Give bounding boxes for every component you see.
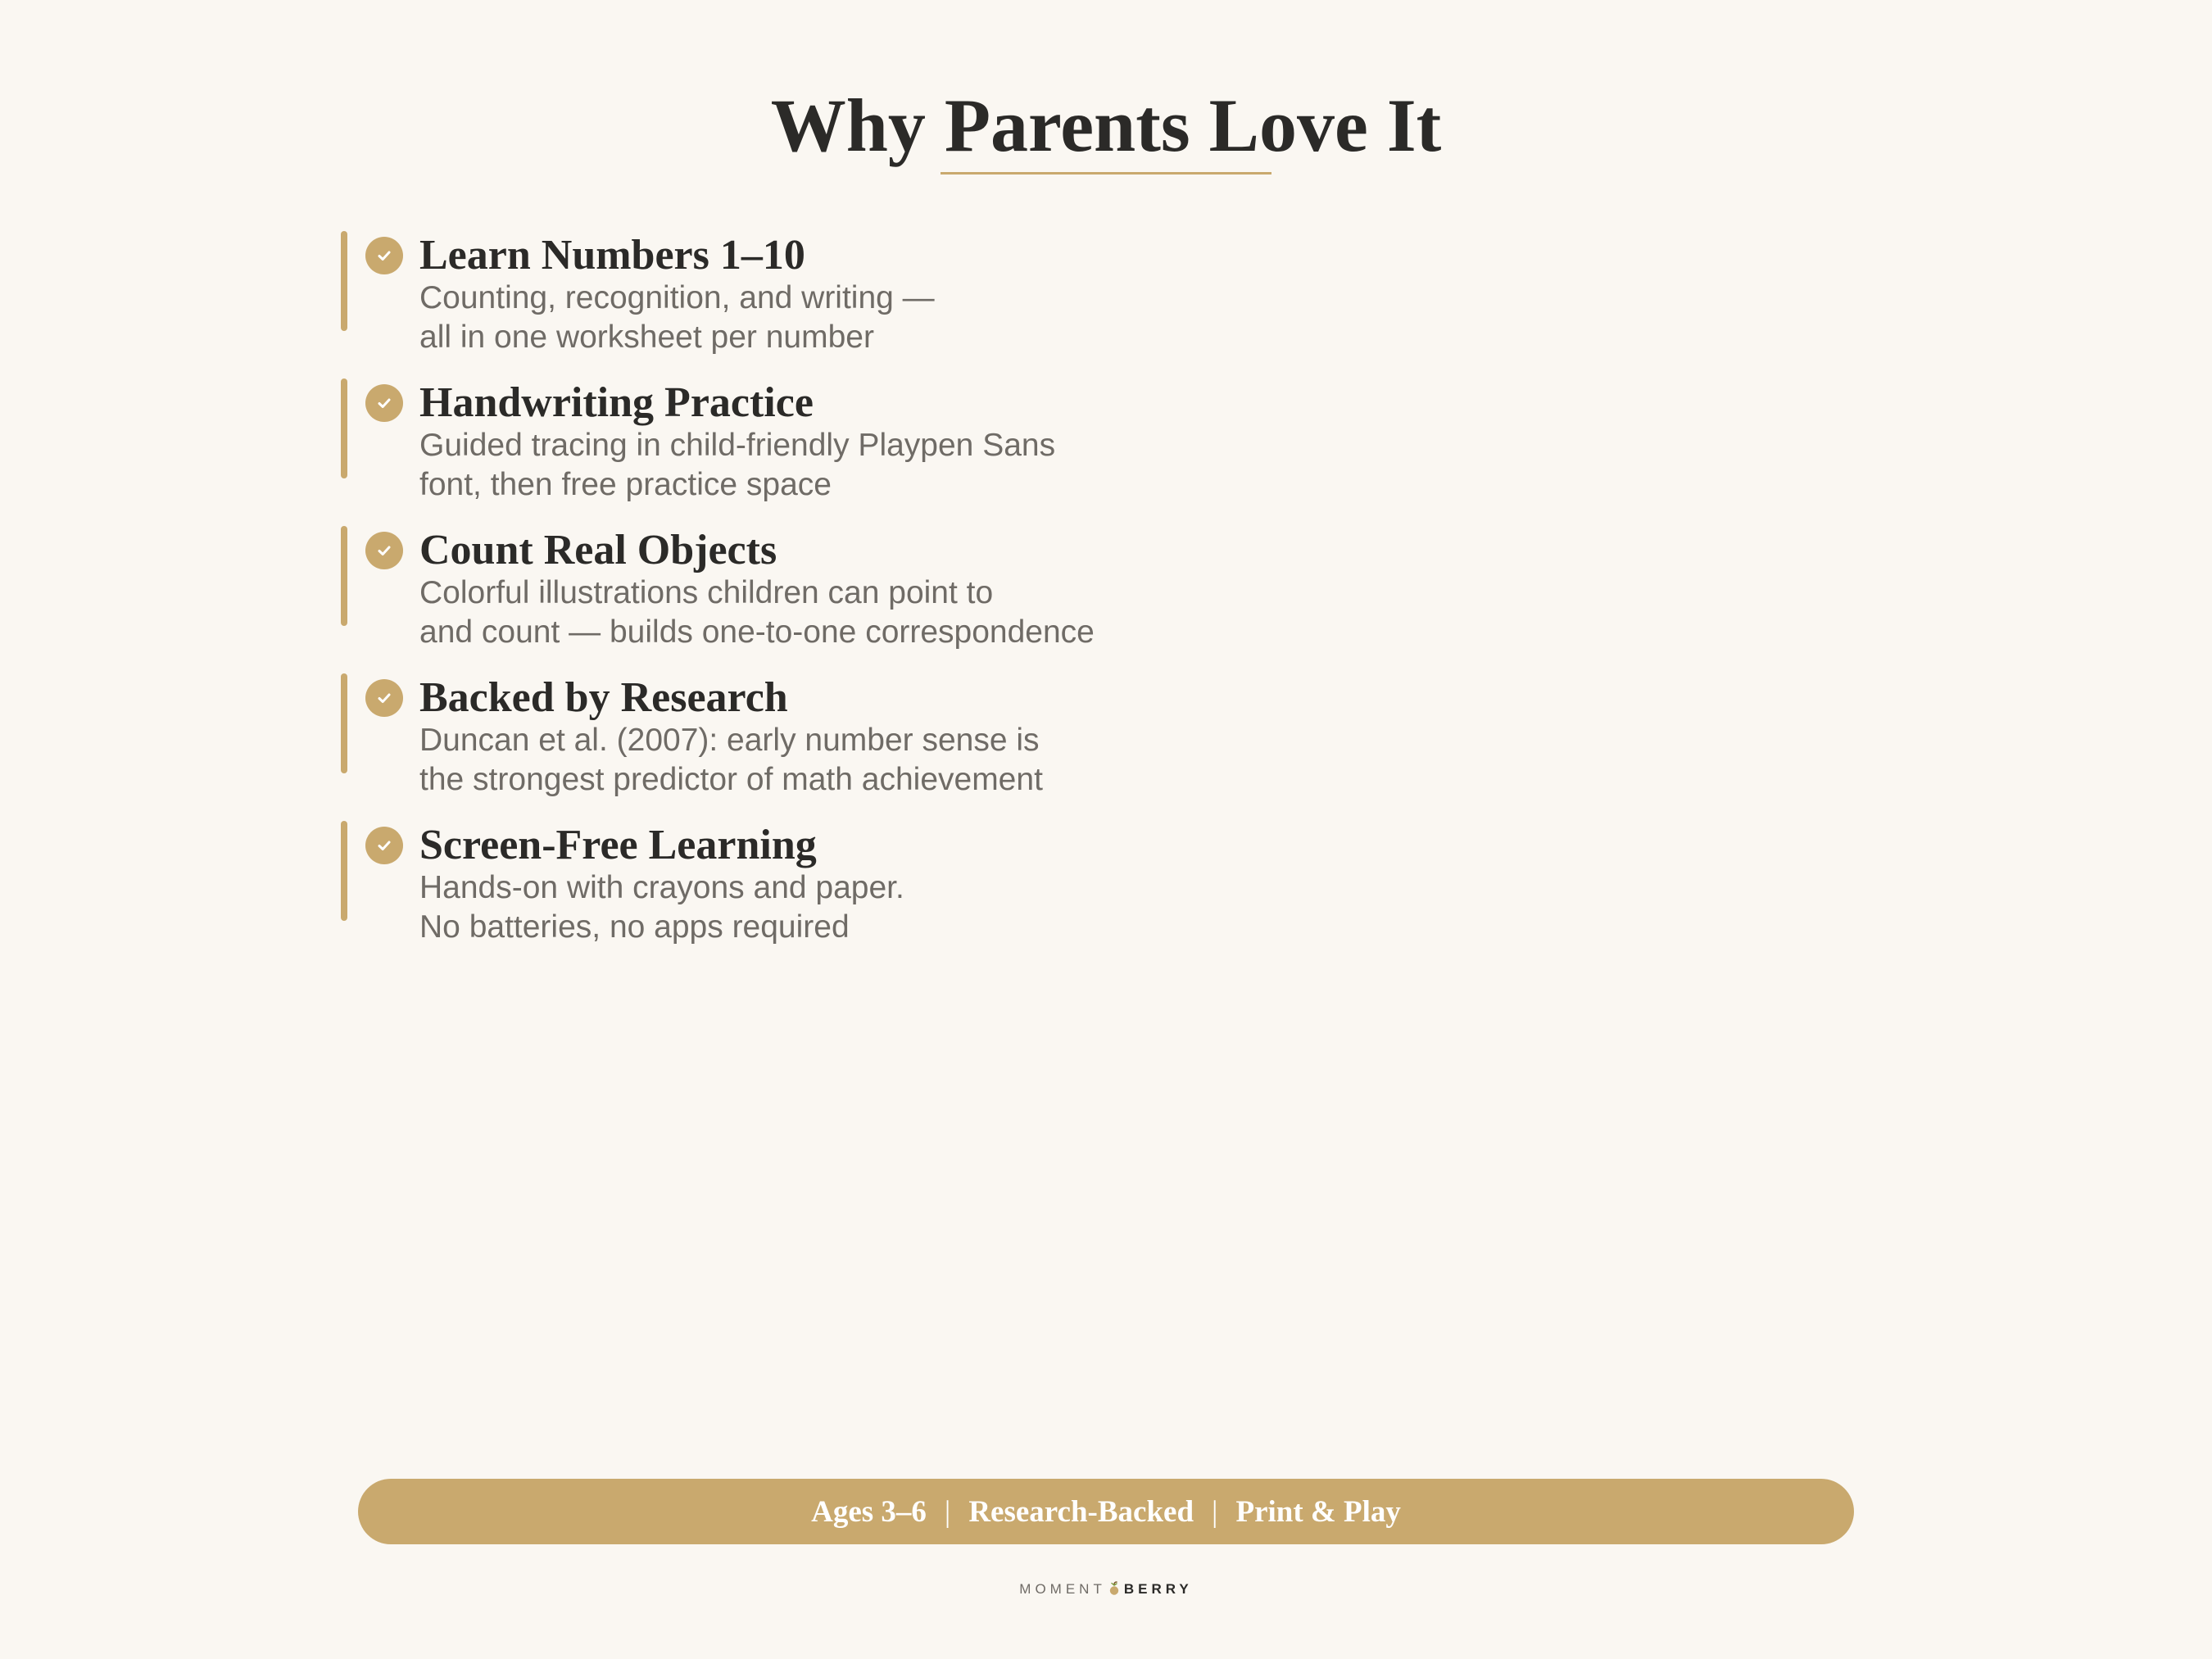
feature-description-line: the strongest predictor of math achievement <box>419 762 1043 797</box>
checkmark-icon <box>365 827 403 864</box>
feature-title: Learn Numbers 1–10 <box>419 232 805 279</box>
brand-name-part: MOMENT <box>1019 1581 1106 1597</box>
page-title: Why Parents Love It <box>770 84 1442 167</box>
feature-title: Screen-Free Learning <box>419 822 817 868</box>
checkmark-icon <box>365 384 403 422</box>
feature-description-line: Colorful illustrations children can point to <box>419 575 994 610</box>
title-underline <box>941 172 1271 175</box>
feature-description <box>419 279 935 357</box>
feature-description-line: No batteries, no apps required <box>419 909 850 945</box>
accent-bar <box>341 526 347 626</box>
feature-item <box>341 526 1652 682</box>
brand-logo <box>0 1580 2212 1599</box>
tagline-banner <box>358 1479 1854 1544</box>
feature-title: Backed by Research <box>419 674 788 721</box>
berry-icon <box>1108 1581 1121 1596</box>
banner-separator: | <box>944 1494 951 1529</box>
feature-description-line: all in one worksheet per number <box>419 320 874 355</box>
banner-item: Ages 3–6 <box>811 1494 927 1529</box>
checkmark-icon <box>365 532 403 569</box>
feature-title: Count Real Objects <box>419 527 777 573</box>
banner-item: Research-Backed <box>968 1494 1194 1529</box>
banner-separator: | <box>1212 1494 1218 1529</box>
feature-description-line: Guided tracing in child-friendly Playpen Sans <box>419 428 1056 463</box>
checkmark-icon <box>365 679 403 717</box>
accent-bar <box>341 378 347 478</box>
feature-item <box>341 378 1652 534</box>
accent-bar <box>341 673 347 773</box>
feature-description <box>419 721 1043 800</box>
banner-item: Print & Play <box>1235 1494 1401 1529</box>
feature-item <box>341 821 1652 977</box>
feature-title: Handwriting Practice <box>419 379 814 426</box>
feature-description <box>419 426 1055 505</box>
feature-item <box>341 673 1652 829</box>
feature-item <box>341 231 1652 387</box>
accent-bar <box>341 821 347 921</box>
feature-description-line: Hands-on with crayons and paper. <box>419 870 904 905</box>
checkmark-icon <box>365 237 403 274</box>
feature-description-line: Counting, recognition, and writing — <box>419 280 935 315</box>
feature-description-line: Duncan et al. (2007): early number sense is <box>419 723 1040 758</box>
feature-description-line: font, then free practice space <box>419 467 832 502</box>
brand-name-part: BERRY <box>1123 1581 1193 1597</box>
feature-description-line: and count — builds one-to-one correspondence <box>419 614 1095 650</box>
feature-description <box>419 573 1095 652</box>
feature-description <box>419 868 904 947</box>
accent-bar <box>341 231 347 331</box>
